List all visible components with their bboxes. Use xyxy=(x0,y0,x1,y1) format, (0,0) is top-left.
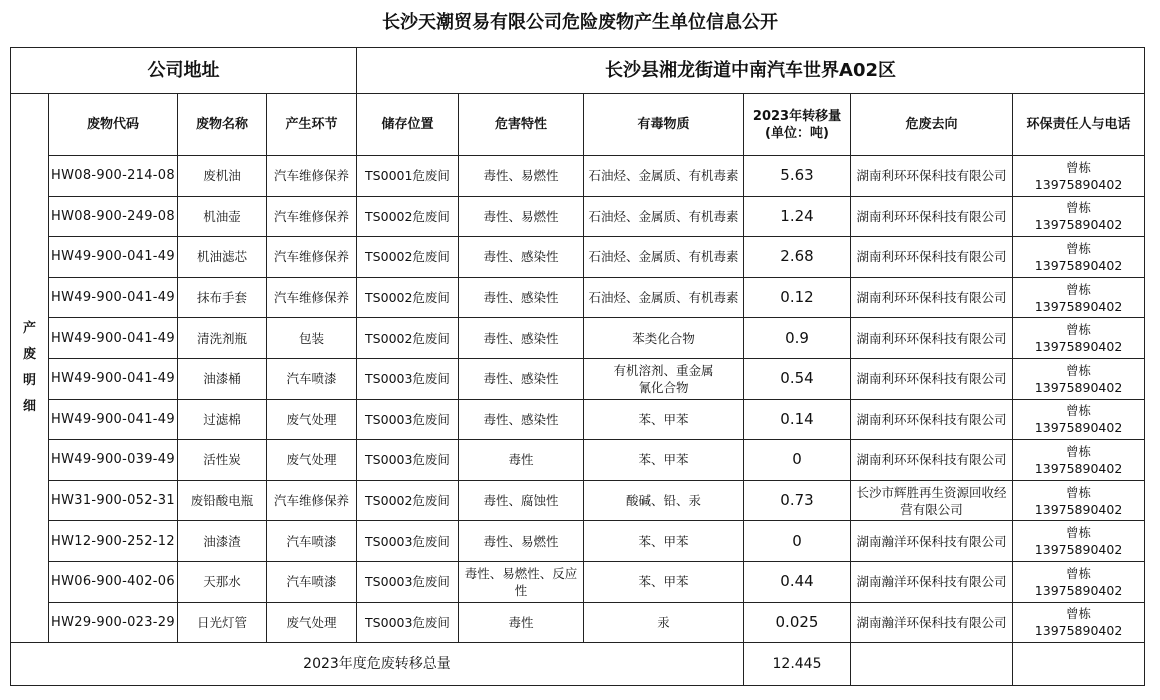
contact-phone: 13975890402 xyxy=(1034,420,1123,436)
address-value: 长沙县湘龙街道中南汽车世界A02区 xyxy=(357,48,1145,94)
cell-dest: 湖南利环环保科技有限公司 xyxy=(851,196,1013,237)
table-row xyxy=(11,196,1145,237)
cell-stage: 汽车喷漆 xyxy=(267,521,357,562)
cell-name: 废铅酸电瓶 xyxy=(178,480,267,521)
contact-phone: 13975890402 xyxy=(1034,542,1123,558)
cell-storage: TS0002危废间 xyxy=(357,277,459,318)
header-storage: 储存位置 xyxy=(357,94,459,156)
cell-toxic: 苯、甲苯 xyxy=(584,399,744,440)
cell-stage: 汽车维修保养 xyxy=(267,277,357,318)
cell-contact xyxy=(1013,440,1145,481)
cell-dest: 湖南瀚洋环保科技有限公司 xyxy=(851,521,1013,562)
contact-name: 曾栋 xyxy=(1066,484,1092,500)
cell-code: HW49-900-041-49 xyxy=(49,237,178,278)
contact-phone: 13975890402 xyxy=(1034,501,1123,517)
cell-toxic: 石油烃、金属质、有机毒素 xyxy=(584,156,744,197)
cell-qty: 0 xyxy=(744,521,851,562)
table-row xyxy=(11,358,1145,399)
cell-code: HW29-900-023-29 xyxy=(49,602,178,643)
empty-cell xyxy=(851,643,1013,686)
cell-qty: 0.73 xyxy=(744,480,851,521)
header-contact: 环保责任人与电话 xyxy=(1013,94,1145,156)
header-waste-name: 废物名称 xyxy=(178,94,267,156)
cell-storage: TS0003危废间 xyxy=(357,399,459,440)
table-row xyxy=(11,561,1145,602)
cell-storage: TS0001危废间 xyxy=(357,156,459,197)
cell-contact xyxy=(1013,602,1145,643)
cell-storage: TS0002危废间 xyxy=(357,196,459,237)
cell-name: 废机油 xyxy=(178,156,267,197)
header-toxic: 有毒物质 xyxy=(584,94,744,156)
cell-contact xyxy=(1013,277,1145,318)
side-cell xyxy=(11,94,49,643)
table-row xyxy=(11,480,1145,521)
table-row xyxy=(11,156,1145,197)
cell-name: 机油滤芯 xyxy=(178,237,267,278)
header-stage: 产生环节 xyxy=(267,94,357,156)
cell-dest: 湖南利环环保科技有限公司 xyxy=(851,358,1013,399)
cell-code: HW49-900-041-49 xyxy=(49,358,178,399)
cell-name: 清洗剂瓶 xyxy=(178,318,267,359)
table-row xyxy=(11,602,1145,643)
table-row xyxy=(11,399,1145,440)
page-title: 长沙天潮贸易有限公司危险废物产生单位信息公开 xyxy=(382,12,778,33)
cell-toxic: 石油烃、金属质、有机毒素 xyxy=(584,237,744,278)
cell-name: 天那水 xyxy=(178,561,267,602)
cell-name: 油漆渣 xyxy=(178,521,267,562)
cell-dest: 湖南利环环保科技有限公司 xyxy=(851,399,1013,440)
cell-dest: 湖南利环环保科技有限公司 xyxy=(851,318,1013,359)
cell-contact xyxy=(1013,318,1145,359)
cell-toxic: 苯、甲苯 xyxy=(584,561,744,602)
cell-qty: 0 xyxy=(744,440,851,481)
contact-name: 曾栋 xyxy=(1066,362,1092,378)
cell-qty: 0.44 xyxy=(744,561,851,602)
side-label: 产废明细 xyxy=(22,321,36,415)
total-row xyxy=(11,643,1145,686)
cell-contact xyxy=(1013,358,1145,399)
cell-contact xyxy=(1013,561,1145,602)
cell-hazard: 毒性、易燃性、反应性 xyxy=(459,561,584,602)
cell-storage: TS0003危废间 xyxy=(357,561,459,602)
cell-contact xyxy=(1013,521,1145,562)
cell-stage: 包装 xyxy=(267,318,357,359)
contact-name: 曾栋 xyxy=(1066,240,1092,256)
cell-stage: 废气处理 xyxy=(267,602,357,643)
cell-qty: 2.68 xyxy=(744,237,851,278)
contact-phone: 13975890402 xyxy=(1034,176,1123,192)
empty-cell xyxy=(1013,643,1145,686)
cell-storage: TS0003危废间 xyxy=(357,602,459,643)
cell-hazard: 毒性 xyxy=(459,440,584,481)
contact-name: 曾栋 xyxy=(1066,606,1092,622)
address-row xyxy=(11,48,1145,94)
contact-phone: 13975890402 xyxy=(1034,298,1123,314)
cell-stage: 汽车维修保养 xyxy=(267,156,357,197)
cell-qty: 0.14 xyxy=(744,399,851,440)
contact-name: 曾栋 xyxy=(1066,403,1092,419)
cell-stage: 废气处理 xyxy=(267,440,357,481)
cell-contact xyxy=(1013,196,1145,237)
contact-phone: 13975890402 xyxy=(1034,257,1123,273)
cell-dest: 湖南瀚洋环保科技有限公司 xyxy=(851,561,1013,602)
cell-stage: 汽车维修保养 xyxy=(267,196,357,237)
cell-qty: 0.9 xyxy=(744,318,851,359)
contact-name: 曾栋 xyxy=(1066,200,1092,216)
cell-contact xyxy=(1013,399,1145,440)
cell-code: HW08-900-214-08 xyxy=(49,156,178,197)
cell-stage: 汽车喷漆 xyxy=(267,561,357,602)
cell-code: HW49-900-041-49 xyxy=(49,318,178,359)
cell-hazard: 毒性、感染性 xyxy=(459,358,584,399)
cell-storage: TS0003危废间 xyxy=(357,521,459,562)
contact-name: 曾栋 xyxy=(1066,322,1092,338)
cell-contact xyxy=(1013,156,1145,197)
cell-storage: TS0002危废间 xyxy=(357,480,459,521)
table-row xyxy=(11,277,1145,318)
cell-toxic: 苯、甲苯 xyxy=(584,521,744,562)
cell-hazard: 毒性、易燃性 xyxy=(459,521,584,562)
table-row xyxy=(11,521,1145,562)
contact-phone: 13975890402 xyxy=(1034,460,1123,476)
cell-name: 过滤棉 xyxy=(178,399,267,440)
cell-storage: TS0003危废间 xyxy=(357,440,459,481)
cell-hazard: 毒性、腐蚀性 xyxy=(459,480,584,521)
table-row xyxy=(11,440,1145,481)
cell-hazard: 毒性、感染性 xyxy=(459,237,584,278)
hazardous-waste-table xyxy=(10,47,1145,686)
cell-name: 活性炭 xyxy=(178,440,267,481)
cell-qty: 0.54 xyxy=(744,358,851,399)
cell-hazard: 毒性、易燃性 xyxy=(459,156,584,197)
cell-name: 油漆桶 xyxy=(178,358,267,399)
cell-storage: TS0003危废间 xyxy=(357,358,459,399)
cell-hazard: 毒性、易燃性 xyxy=(459,196,584,237)
table-row xyxy=(11,237,1145,278)
cell-qty: 1.24 xyxy=(744,196,851,237)
header-row xyxy=(11,94,1145,156)
cell-code: HW12-900-252-12 xyxy=(49,521,178,562)
cell-stage: 汽车维修保养 xyxy=(267,237,357,278)
cell-name: 机油壶 xyxy=(178,196,267,237)
cell-stage: 废气处理 xyxy=(267,399,357,440)
cell-toxic: 汞 xyxy=(584,602,744,643)
contact-phone: 13975890402 xyxy=(1034,339,1123,355)
contact-name: 曾栋 xyxy=(1066,443,1092,459)
cell-dest: 湖南利环环保科技有限公司 xyxy=(851,277,1013,318)
contact-phone: 13975890402 xyxy=(1034,582,1123,598)
cell-hazard: 毒性、感染性 xyxy=(459,399,584,440)
cell-code: HW08-900-249-08 xyxy=(49,196,178,237)
cell-qty: 0.12 xyxy=(744,277,851,318)
cell-dest: 湖南利环环保科技有限公司 xyxy=(851,156,1013,197)
cell-hazard: 毒性、感染性 xyxy=(459,318,584,359)
total-label: 2023年度危废转移总量 xyxy=(11,643,744,686)
cell-code: HW06-900-402-06 xyxy=(49,561,178,602)
header-hazard: 危害特性 xyxy=(459,94,584,156)
cell-toxic: 石油烃、金属质、有机毒素 xyxy=(584,277,744,318)
cell-dest: 湖南利环环保科技有限公司 xyxy=(851,237,1013,278)
cell-code: HW31-900-052-31 xyxy=(49,480,178,521)
cell-storage: TS0002危废间 xyxy=(357,237,459,278)
cell-code: HW49-900-041-49 xyxy=(49,399,178,440)
cell-dest: 湖南利环环保科技有限公司 xyxy=(851,440,1013,481)
header-waste-code: 废物代码 xyxy=(49,94,178,156)
total-value: 12.445 xyxy=(744,643,851,686)
cell-qty: 5.63 xyxy=(744,156,851,197)
contact-name: 曾栋 xyxy=(1066,281,1092,297)
cell-code: HW49-900-039-49 xyxy=(49,440,178,481)
cell-toxic: 有机溶剂、重金属 氰化合物 xyxy=(584,358,744,399)
cell-name: 抹布手套 xyxy=(178,277,267,318)
cell-toxic: 酸碱、铅、汞 xyxy=(584,480,744,521)
cell-toxic: 石油烃、金属质、有机毒素 xyxy=(584,196,744,237)
address-label: 公司地址 xyxy=(11,48,357,94)
cell-stage: 汽车维修保养 xyxy=(267,480,357,521)
contact-phone: 13975890402 xyxy=(1034,623,1123,639)
contact-name: 曾栋 xyxy=(1066,159,1092,175)
header-quantity: 2023年转移量 (单位：吨) xyxy=(744,94,851,156)
cell-dest: 长沙市辉胜再生资源回收经营有限公司 xyxy=(851,480,1013,521)
cell-name: 日光灯管 xyxy=(178,602,267,643)
header-destination: 危废去向 xyxy=(851,94,1013,156)
contact-phone: 13975890402 xyxy=(1034,379,1123,395)
cell-toxic: 苯、甲苯 xyxy=(584,440,744,481)
cell-qty: 0.025 xyxy=(744,602,851,643)
table-row xyxy=(11,318,1145,359)
cell-stage: 汽车喷漆 xyxy=(267,358,357,399)
cell-dest: 湖南瀚洋环保科技有限公司 xyxy=(851,602,1013,643)
cell-hazard: 毒性、感染性 xyxy=(459,277,584,318)
contact-name: 曾栋 xyxy=(1066,565,1092,581)
contact-name: 曾栋 xyxy=(1066,525,1092,541)
cell-storage: TS0002危废间 xyxy=(357,318,459,359)
cell-contact xyxy=(1013,480,1145,521)
cell-code: HW49-900-041-49 xyxy=(49,277,178,318)
cell-hazard: 毒性 xyxy=(459,602,584,643)
cell-toxic: 苯类化合物 xyxy=(584,318,744,359)
contact-phone: 13975890402 xyxy=(1034,217,1123,233)
cell-contact xyxy=(1013,237,1145,278)
